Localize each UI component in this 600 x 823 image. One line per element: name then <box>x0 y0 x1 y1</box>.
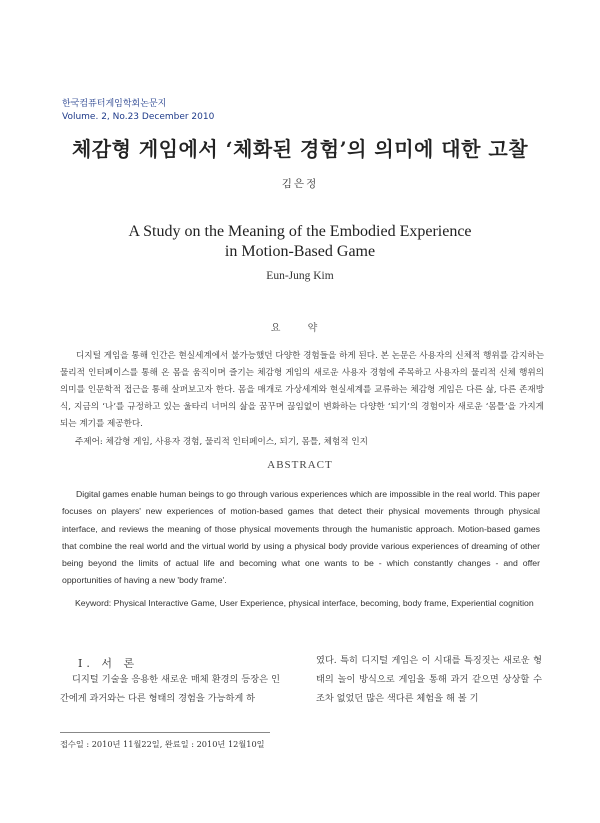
english-keywords: Keyword: Physical Interactive Game, User Experience, physical interface, becoming, body frame, Experiential cognition <box>75 598 534 608</box>
journal-name: 한국컴퓨터게임학회논문지 <box>62 99 167 109</box>
english-title <box>0 222 600 262</box>
english-author: Eun-Jung Kim <box>266 270 334 282</box>
english-title-line-2: in Motion-Based Game <box>224 243 376 260</box>
korean-summary-heading: 요 약 <box>270 323 330 334</box>
submission-dates-footnote: 접수일 : 2010년 11월22일, 완료일 : 2010년 12월10일 <box>60 739 265 749</box>
korean-author: 김은정 <box>281 178 319 190</box>
korean-title: 체감형 게임에서 ‘체화된 경험’의 의미에 대한 고찰 <box>71 137 529 161</box>
journal-header <box>62 98 214 124</box>
english-title-line-1: A Study on the Meaning of the Embodied Experience <box>128 223 472 240</box>
korean-summary: 디지털 게임을 통해 인간은 현실세계에서 불가능했던 다양한 경험들을 하게 된다. 본 논문은 사용자의 신체적 행위를 감지하는 물리적 인터페이스를 통해 온 몸을 움직이며 즐기는 체감형 게임의 새로운 사용자 경험에 주목하고 사용자의 물리적 신체 행위의 의미를 인문학적 접근을 통해 살펴보고자 한다. 몸을 매개로 가상세계와 현실세계를 교류하는 체감형 게임은 다른 삶, 다른 존재방식, 지금의 ‘나’를 규정하고 있는 울타리 너머의 삶을 꿈꾸며 끊임없이 변화하는 다양한 ‘되기’의 경험이자 새로운 ‘몸틀’을 가지게 되는 계기를 제공한다. <box>60 351 544 429</box>
english-abstract: Digital games enable human beings to go through various experiences which are impossible in the real world. This paper focuses on players' new experiences of motion-based games that detect their physical movements through physical interface, and reviews the meaning of those physical movements through the humanistic approach. Motion-based games that combine the real world and the virtual world by using a physical body provide various experiences of dreaming of other being beyond the limits of actual life and becoming what one wants to be - which constantly changes - and offer opportunities of having a new 'body frame'. <box>62 489 540 586</box>
abstract-heading: ABSTRACT <box>267 459 333 471</box>
introduction-heading: Ⅰ. 서 론 <box>78 657 139 670</box>
footnote-divider <box>60 732 270 733</box>
introduction-left-column: 디지털 기술을 응용한 새로운 매체 환경의 등장은 인간에게 과거와는 다른 형태의 경험을 가능하게 하 <box>60 674 280 704</box>
introduction-right-column: 였다. 특히 디지털 게임은 이 시대를 특징짓는 새로운 형태의 놀이 방식으로 게임을 통해 과거 같으면 상상할 수조차 없었던 많은 색다른 체험을 해 볼 기 <box>316 655 542 704</box>
journal-issue: Volume. 2, No.23 December 2010 <box>62 112 215 122</box>
korean-keywords: 주제어: 체감형 게임, 사용자 경험, 물리적 인터페이스, 되기, 몸틀, 체험적 인지 <box>75 437 368 447</box>
